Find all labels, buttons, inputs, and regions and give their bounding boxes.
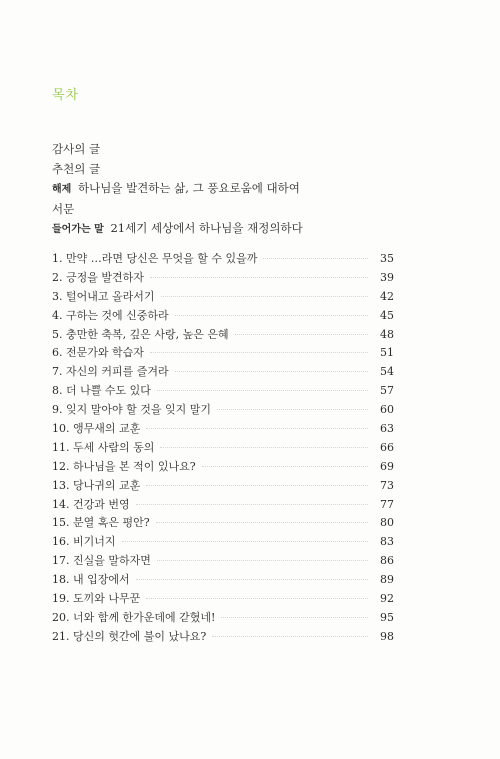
dot-leader <box>221 617 368 618</box>
page-number: 42 <box>380 289 394 303</box>
toc-entry[interactable] <box>52 590 394 609</box>
chapter-title: 6. 전문가와 학습자 <box>52 346 144 360</box>
dot-leader <box>156 522 368 523</box>
front-matter-label: 21세기 세상에서 하나님을 재정의하다 <box>110 221 303 235</box>
page-number: 69 <box>380 459 394 473</box>
page-number: 60 <box>380 403 394 417</box>
toc-entry[interactable] <box>52 552 394 571</box>
dot-leader <box>202 466 368 467</box>
dot-leader <box>146 598 368 599</box>
chapter-title: 13. 당나귀의 교훈 <box>52 478 141 492</box>
toc-entry[interactable] <box>52 401 394 420</box>
page-number: 77 <box>380 497 394 511</box>
toc-entry[interactable] <box>52 514 394 533</box>
page-number: 35 <box>380 252 394 265</box>
page-number: 95 <box>380 610 394 624</box>
page-number: 89 <box>380 573 394 587</box>
front-matter-label: 하나님을 발견하는 삶, 그 풍요로움에 대하여 <box>77 181 300 195</box>
toc-entry[interactable] <box>52 307 394 326</box>
toc-entry[interactable] <box>52 533 394 552</box>
dot-leader <box>212 636 368 637</box>
toc-entry[interactable] <box>52 439 394 458</box>
toc-entry[interactable] <box>52 382 394 401</box>
page-title: 목차 <box>52 88 80 103</box>
dot-leader <box>136 504 368 505</box>
chapter-title: 9. 잊지 말아야 할 것을 잊지 말기 <box>52 403 211 417</box>
chapter-title: 17. 진실을 말하자면 <box>52 554 151 568</box>
dot-leader <box>136 579 368 580</box>
toc-entry[interactable] <box>52 571 394 590</box>
page-number: 54 <box>380 365 394 379</box>
dot-leader <box>146 485 368 486</box>
front-matter-tag: 들어가는 말 <box>52 224 104 235</box>
front-matter-item <box>52 140 452 160</box>
page-number: 51 <box>380 346 394 360</box>
toc-entry[interactable] <box>52 609 394 628</box>
dot-leader <box>175 371 368 372</box>
dot-leader <box>150 352 368 353</box>
front-matter-item <box>52 200 452 220</box>
chapter-title: 8. 더 나쁠 수도 있다 <box>52 384 151 398</box>
chapter-title: 2. 긍정을 발견하자 <box>52 270 144 284</box>
chapter-title: 16. 비기너지 <box>52 535 116 549</box>
toc-entry[interactable] <box>52 288 394 307</box>
page-number: 92 <box>380 592 394 606</box>
toc-entry[interactable] <box>52 326 394 345</box>
dot-leader <box>235 334 368 335</box>
front-matter-label: 감사의 글 <box>52 142 101 156</box>
chapter-title: 7. 자신의 커피를 즐겨라 <box>52 365 169 379</box>
chapter-title: 21. 당신의 헛간에 불이 났나요? <box>52 629 207 643</box>
toc-entry[interactable] <box>52 458 394 477</box>
dot-leader <box>175 315 368 316</box>
page-number: 48 <box>380 327 394 341</box>
dot-leader <box>150 277 368 278</box>
dot-leader <box>122 541 369 542</box>
toc-entry[interactable] <box>52 628 394 647</box>
chapter-title: 3. 털어내고 올라서기 <box>52 289 155 303</box>
chapter-title: 20. 너와 함께 한가운데에 갇혔네! <box>52 610 216 624</box>
chapter-title: 15. 분열 혹은 평안? <box>52 516 150 530</box>
chapter-list <box>52 250 394 647</box>
toc-entry[interactable] <box>52 496 394 515</box>
front-matter-label: 서문 <box>52 201 75 216</box>
front-matter-label: 추천의 글 <box>52 161 101 176</box>
chapter-title: 5. 충만한 축복, 깊은 사랑, 높은 은혜 <box>52 327 229 341</box>
chapter-title: 12. 하나님을 본 적이 있나요? <box>52 459 196 473</box>
toc-entry[interactable] <box>52 344 394 363</box>
chapter-title: 19. 도끼와 나무꾼 <box>52 592 141 606</box>
toc-entry[interactable] <box>52 250 394 269</box>
toc-entry[interactable] <box>52 363 394 382</box>
toc-entry[interactable] <box>52 269 394 288</box>
front-matter-item <box>52 179 452 200</box>
dot-leader <box>263 258 368 259</box>
chapter-title: 11. 두세 사람의 동의 <box>52 440 155 454</box>
page-number: 80 <box>380 516 394 530</box>
page-number: 63 <box>380 422 394 436</box>
dot-leader <box>217 409 368 410</box>
page-number: 57 <box>380 384 394 398</box>
dot-leader <box>161 296 369 297</box>
page-number: 73 <box>380 478 394 492</box>
dot-leader <box>146 428 368 429</box>
page-number: 39 <box>380 270 394 284</box>
front-matter-item <box>52 219 452 240</box>
chapter-title: 18. 내 입장에서 <box>52 573 130 587</box>
page-number: 86 <box>380 554 394 568</box>
chapter-title: 14. 건강과 번영 <box>52 497 130 511</box>
dot-leader <box>157 390 368 391</box>
dot-leader <box>160 447 368 448</box>
front-matter-tag: 해제 <box>52 184 72 195</box>
front-matter-item <box>52 160 452 180</box>
dot-leader <box>157 560 368 561</box>
page-number: 98 <box>380 629 394 643</box>
page-number: 83 <box>380 535 394 549</box>
chapter-title: 4. 구하는 것에 신중하라 <box>52 308 169 322</box>
chapter-title: 1. 만약 …라면 당신은 무엇을 할 수 있을까 <box>52 252 258 265</box>
page-number: 45 <box>380 308 394 322</box>
chapter-title: 10. 앵무새의 교훈 <box>52 422 141 436</box>
toc-entry[interactable] <box>52 477 394 496</box>
page-number: 66 <box>380 440 394 454</box>
front-matter-list <box>52 140 452 240</box>
toc-entry[interactable] <box>52 420 394 439</box>
